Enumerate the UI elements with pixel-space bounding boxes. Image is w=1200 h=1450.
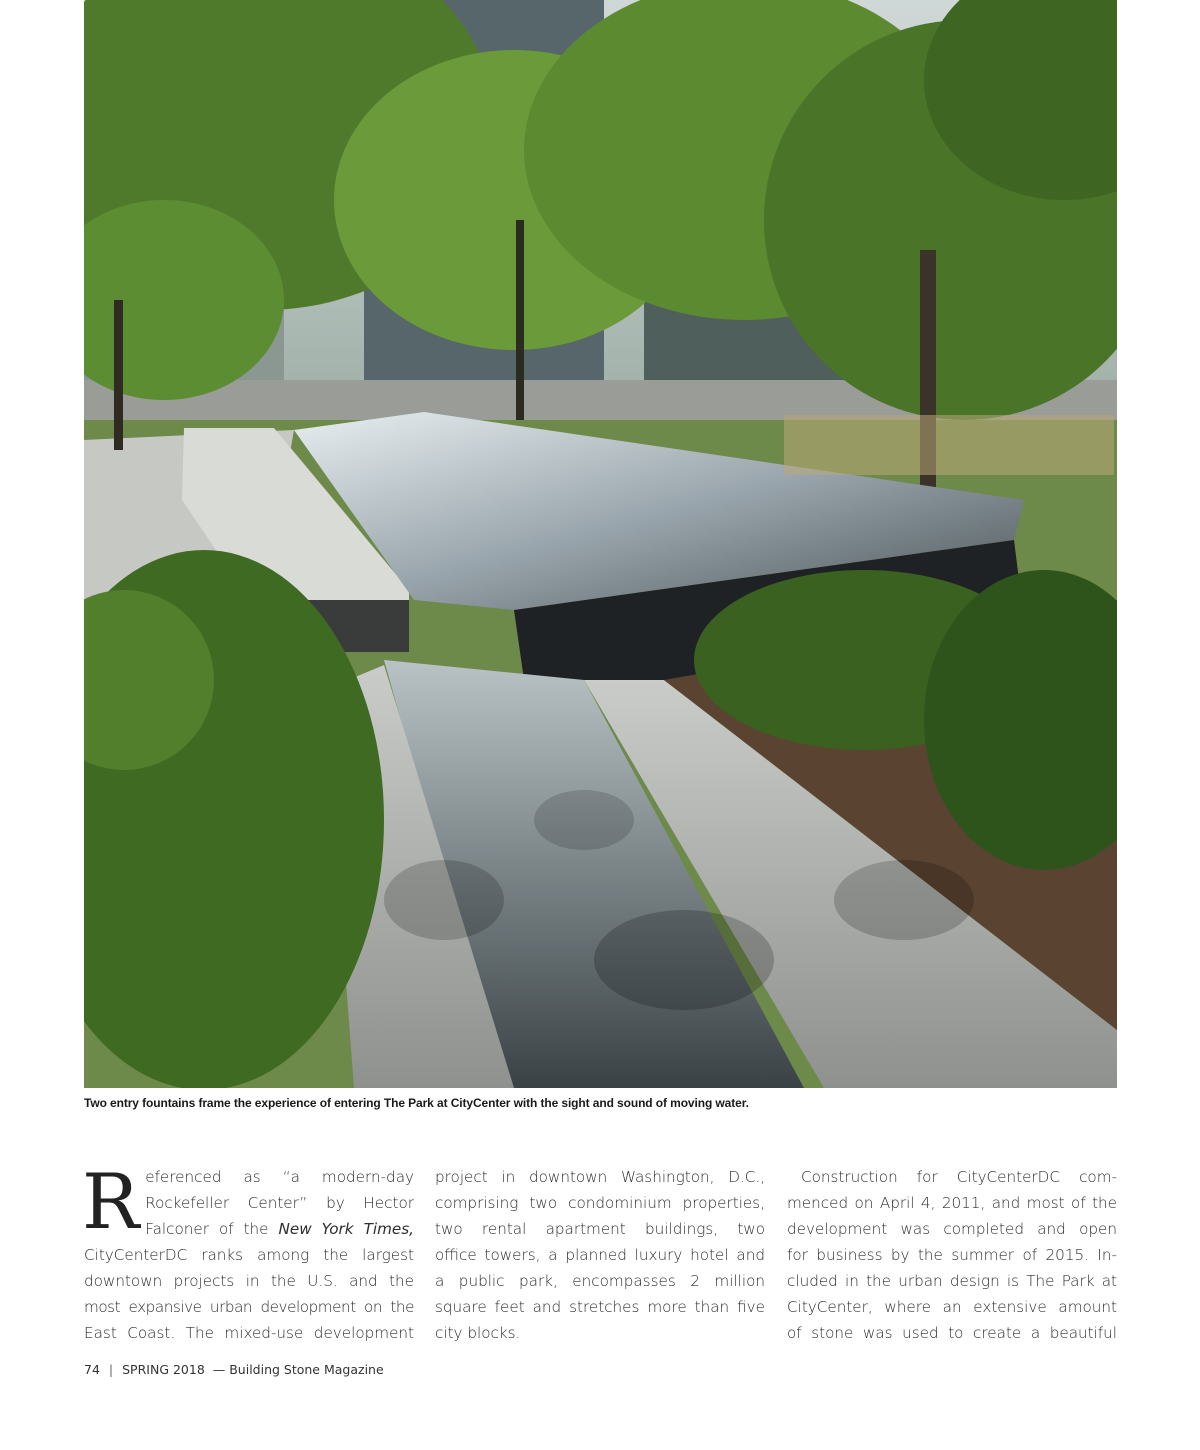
- text-line: development was completed and open: [787, 1220, 1117, 1238]
- footer-separator: |: [108, 1362, 114, 1377]
- publication-name: New York Times,: [278, 1220, 414, 1238]
- text-line: Construction for CityCenterDC com-: [801, 1168, 1117, 1186]
- text-line: square feet and stretches more than five: [435, 1298, 765, 1316]
- text-line: of stone was used to create a beautiful: [787, 1324, 1117, 1342]
- page-number: 74: [84, 1362, 100, 1377]
- text-line: eferenced as “a modern-day: [145, 1168, 414, 1186]
- article-column-1: [82, 1157, 414, 1346]
- text-line: office towers, a planned luxury hotel and: [435, 1246, 765, 1264]
- article-column-2: [435, 1164, 765, 1346]
- article-column-3: [787, 1164, 1117, 1346]
- text-line: Rockefeller Center” by Hector: [145, 1194, 414, 1212]
- fountain-photo: [84, 0, 1117, 1088]
- text-line: menced on April 4, 2011, and most of the: [787, 1194, 1117, 1212]
- text-line: city blocks.: [435, 1324, 521, 1342]
- text-line: East Coast. The mixed-use development: [84, 1324, 414, 1342]
- text-fragment: Falconer of the: [145, 1220, 279, 1238]
- text-line: a public park, encompasses 2 million: [435, 1272, 765, 1290]
- magazine-name: — Building Stone Magazine: [212, 1362, 384, 1377]
- article-body: [82, 1157, 1117, 1354]
- text-line: for business by the summer of 2015. In-: [787, 1246, 1117, 1264]
- text-line: comprising two condominium properties,: [435, 1194, 765, 1212]
- text-line: two rental apartment buildings, two: [435, 1220, 765, 1238]
- drop-cap: R: [82, 1157, 140, 1246]
- text-line: most expansive urban development on the: [84, 1298, 414, 1316]
- page-footer: [84, 1362, 384, 1377]
- text-line: cluded in the urban design is The Park at: [787, 1272, 1117, 1290]
- fountain-park-illustration: [84, 0, 1117, 1088]
- text-line: CityCenterDC ranks among the largest: [84, 1246, 414, 1264]
- text-line: downtown projects in the U.S. and the: [84, 1272, 414, 1290]
- text-line: project in downtown Washington, D.C.,: [435, 1168, 765, 1186]
- issue-label: SPRING 2018: [122, 1362, 205, 1377]
- text-line: CityCenter, where an extensive amount: [787, 1298, 1117, 1316]
- photo-caption: Two entry fountains frame the experience of entering The Park at CityCenter with the sight and sound of moving water.: [84, 1096, 749, 1110]
